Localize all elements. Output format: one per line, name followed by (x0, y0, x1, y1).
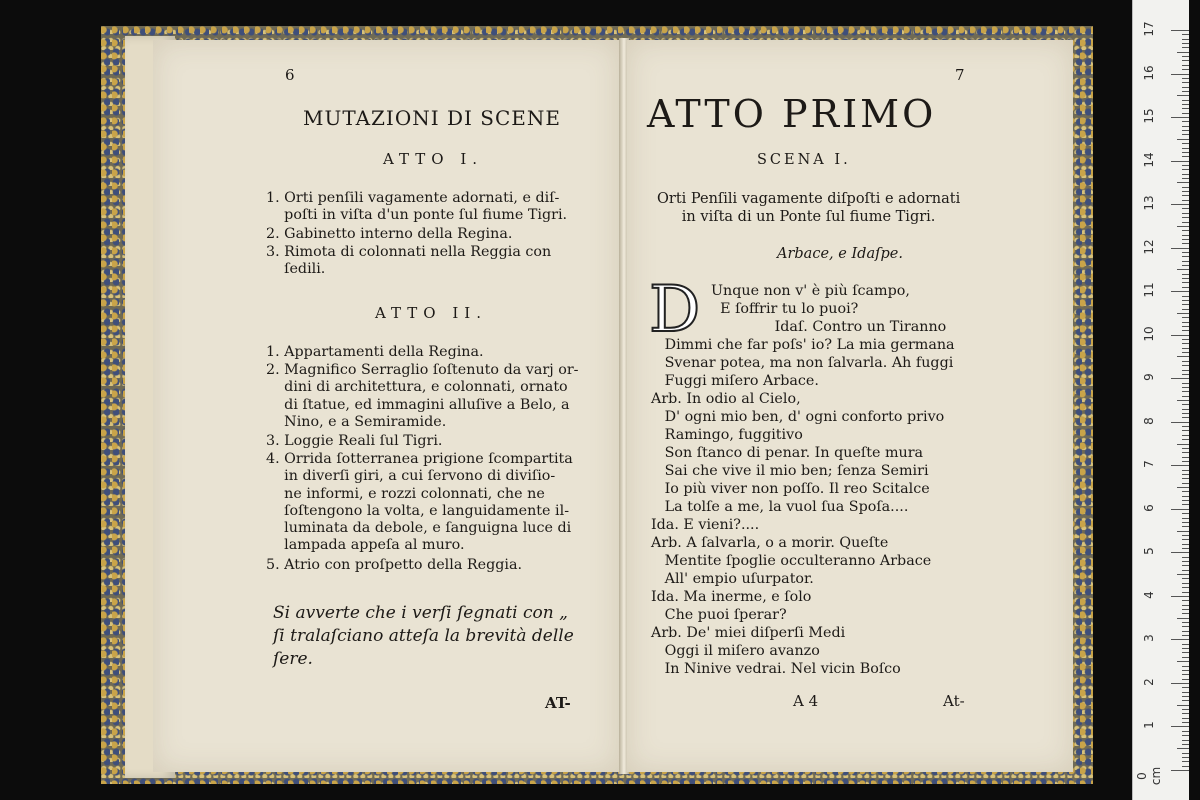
act1-item-3: 3. Rimota di colonnati nella Reggia con ſedili. (266, 244, 552, 278)
ruler-tick (1171, 248, 1189, 249)
ruler-minor-tick (1182, 700, 1189, 701)
ruler-minor-tick (1182, 274, 1189, 275)
ruler-minor-tick (1182, 600, 1189, 601)
ruler-minor-tick (1182, 235, 1189, 236)
ruler-minor-tick (1182, 187, 1189, 188)
ruler-minor-tick (1182, 330, 1189, 331)
ruler-label: 9 (1142, 373, 1156, 382)
page-number-left: 6 (285, 66, 295, 84)
ruler-label: 1 (1142, 721, 1156, 730)
ruler-minor-tick (1182, 518, 1189, 519)
ruler-minor-tick (1182, 230, 1189, 231)
ruler-minor-tick (1182, 39, 1189, 40)
ruler-minor-tick (1182, 282, 1189, 283)
ruler-label: 7 (1142, 460, 1156, 469)
page-number-right: 7 (955, 66, 965, 84)
ruler-label: 5 (1142, 547, 1156, 556)
ruler-minor-tick (1182, 126, 1189, 127)
ruler-minor-tick (1182, 317, 1189, 318)
ruler-label: 16 (1142, 64, 1156, 81)
ruler-minor-tick (1182, 740, 1189, 741)
ruler-minor-tick (1182, 565, 1189, 566)
ruler-minor-tick (1182, 674, 1189, 675)
ruler-minor-tick (1177, 356, 1189, 357)
ruler-minor-tick (1182, 374, 1189, 375)
ruler-minor-tick (1177, 618, 1189, 619)
ruler-minor-tick (1182, 631, 1189, 632)
ruler-minor-tick (1182, 34, 1189, 35)
dialogue-opening: Unque non v' è più ſcampo, E ſoffrir tu lo puoi? Idaſ. Contro un Tiranno (711, 283, 947, 335)
ruler-minor-tick (1182, 113, 1189, 114)
ruler-minor-tick (1182, 213, 1189, 214)
ruler-minor-tick (1182, 265, 1189, 266)
ruler-minor-tick (1182, 744, 1189, 745)
ruler-minor-tick (1182, 82, 1189, 83)
ruler-minor-tick (1182, 56, 1189, 57)
ruler-minor-tick (1182, 391, 1189, 392)
ruler-minor-tick (1182, 413, 1189, 414)
ruler-minor-tick (1182, 326, 1189, 327)
ruler-minor-tick (1182, 152, 1189, 153)
ruler-minor-tick (1182, 104, 1189, 105)
ruler-minor-tick (1182, 491, 1189, 492)
ruler-minor-tick (1182, 578, 1189, 579)
ruler-label: 10 (1142, 326, 1156, 342)
ruler-minor-tick (1182, 470, 1189, 471)
act2-item-2: 2. Magnifico Serraglio ſoſtenuto da varj or- dini di architettura, e colonnati, ornato di ſtatue, ed immagini alluſive a Belo, a Nino, e a Semiramide. (266, 362, 579, 430)
ruler-minor-tick (1182, 713, 1189, 714)
ruler-minor-tick (1182, 87, 1189, 88)
catchword-left: AT- (545, 694, 571, 712)
ruler-minor-tick (1177, 139, 1189, 140)
ruler-label: 2 (1142, 678, 1156, 686)
act1-heading: ATTO I. (383, 150, 484, 168)
scene-heading: SCENA I. (757, 152, 851, 168)
ruler-minor-tick (1177, 705, 1189, 706)
ruler-minor-tick (1182, 526, 1189, 527)
ruler-minor-tick (1182, 304, 1189, 305)
ruler-minor-tick (1182, 457, 1189, 458)
ruler-tick (1171, 422, 1189, 423)
act2-heading: ATTO II. (375, 304, 487, 322)
ruler-minor-tick (1182, 757, 1189, 758)
ruler-minor-tick (1182, 148, 1189, 149)
page-title-right: ATTO PRIMO (647, 92, 937, 136)
ruler-minor-tick (1182, 670, 1189, 671)
ruler-minor-tick (1182, 409, 1189, 410)
ruler-minor-tick (1182, 178, 1189, 179)
ruler-minor-tick (1182, 47, 1189, 48)
ruler-label: 8 (1142, 416, 1156, 425)
ruler-minor-tick (1182, 343, 1189, 344)
ruler-minor-tick (1182, 370, 1189, 371)
ruler-label: 12 (1142, 239, 1156, 255)
book-cover (101, 26, 1093, 784)
ruler-minor-tick (1182, 731, 1189, 732)
ruler-label: 6 (1142, 504, 1156, 512)
ruler-minor-tick (1182, 108, 1189, 109)
ruler-minor-tick (1182, 417, 1189, 418)
ruler-minor-tick (1182, 287, 1189, 288)
ruler-minor-tick (1182, 278, 1189, 279)
ruler-minor-tick (1182, 65, 1189, 66)
ruler-minor-tick (1182, 396, 1189, 397)
ruler-tick (1171, 204, 1189, 205)
ruler-minor-tick (1182, 478, 1189, 479)
ruler-tick (1171, 74, 1189, 75)
ruler-label: 11 (1142, 282, 1156, 298)
ruler-minor-tick (1182, 696, 1189, 697)
ruler-tick (1171, 726, 1189, 727)
ruler-tick (1171, 161, 1189, 162)
ruler-minor-tick (1182, 439, 1189, 440)
ruler-minor-tick (1182, 383, 1189, 384)
ruler-minor-tick (1182, 561, 1189, 562)
ruler-minor-tick (1182, 448, 1189, 449)
ruler-minor-tick (1182, 134, 1189, 135)
ruler-minor-tick (1182, 605, 1189, 606)
note-italic: Si avverte che i verſi ſegnati con „ ſi tralaſciano atteſa la brevità delle ſere. (273, 603, 574, 669)
ruler-label: 14 (1142, 151, 1156, 168)
ruler-minor-tick (1177, 444, 1189, 445)
ruler-minor-tick (1182, 191, 1189, 192)
ruler-tick (1171, 378, 1189, 379)
ruler-minor-tick (1182, 404, 1189, 405)
ruler-minor-tick (1182, 69, 1189, 70)
ruler-minor-tick (1182, 261, 1189, 262)
ruler-minor-tick (1182, 570, 1189, 571)
ruler-minor-tick (1182, 592, 1189, 593)
ruler-minor-tick (1182, 348, 1189, 349)
ruler-minor-tick (1182, 522, 1189, 523)
ruler-label: 3 (1142, 634, 1156, 643)
scene-characters: Arbace, e Idaſpe. (777, 246, 903, 262)
ruler-minor-tick (1182, 165, 1189, 166)
ruler-minor-tick (1182, 626, 1189, 627)
ruler-minor-tick (1182, 648, 1189, 649)
ruler-minor-tick (1182, 513, 1189, 514)
ruler-minor-tick (1182, 222, 1189, 223)
ruler-minor-tick (1177, 182, 1189, 183)
ruler-tick (1171, 683, 1189, 684)
ruler-minor-tick (1182, 91, 1189, 92)
act2-item-4: 4. Orrida ſotterranea prigione ſcompartita in diverſi giri, a cui ſervono di diviſio- ne informi, e rozzi colonnati, che ne ſoſtengono la volta, e languidamente il- luminata da debole, e ſanguigna luce di lampada appeſa al muro. (266, 451, 573, 554)
left-page (153, 40, 619, 772)
ruler-minor-tick (1182, 430, 1189, 431)
ruler-label: 17 (1142, 21, 1156, 37)
ruler-minor-tick (1182, 496, 1189, 497)
ruler-minor-tick (1182, 426, 1189, 427)
ruler-minor-tick (1182, 130, 1189, 131)
ruler-minor-tick (1182, 544, 1189, 545)
ruler-minor-tick (1182, 365, 1189, 366)
ruler-minor-tick (1182, 252, 1189, 253)
scene-setting: Orti Penſili vagamente diſpoſti e adornati in viſta di un Ponte ſul fiume Tigri. (657, 191, 961, 225)
ruler-tick (1171, 291, 1189, 292)
ruler-minor-tick (1182, 217, 1189, 218)
catchword-right: At- (943, 692, 965, 710)
ruler-minor-tick (1182, 43, 1189, 44)
ruler-minor-tick (1182, 644, 1189, 645)
ruler-minor-tick (1182, 452, 1189, 453)
ruler-minor-tick (1182, 461, 1189, 462)
ruler-minor-tick (1177, 748, 1189, 749)
ruler-tick (1171, 509, 1189, 510)
ruler-minor-tick (1182, 195, 1189, 196)
ruler-minor-tick (1182, 652, 1189, 653)
act2-item-5: 5. Atrio con proſpetto della Reggia. (266, 557, 523, 573)
ruler-minor-tick (1182, 753, 1189, 754)
ruler-minor-tick (1177, 400, 1189, 401)
ruler-minor-tick (1182, 208, 1189, 209)
ruler-minor-tick (1182, 666, 1189, 667)
ruler-minor-tick (1182, 200, 1189, 201)
ruler-minor-tick (1177, 487, 1189, 488)
ruler-label: 0 cm (1135, 766, 1163, 786)
ruler-tick (1171, 465, 1189, 466)
ruler-minor-tick (1182, 361, 1189, 362)
act1-item-1: 1. Orti penſili vagamente adornati, e diſ- poſti in viſta d'un ponte ſul fiume Tigri. (266, 190, 568, 224)
ruler-minor-tick (1182, 735, 1189, 736)
signature-mark: A 4 (793, 692, 819, 710)
ruler-minor-tick (1182, 539, 1189, 540)
ruler-minor-tick (1177, 52, 1189, 53)
ruler-tick (1171, 639, 1189, 640)
right-page (627, 40, 1073, 772)
ruler-minor-tick (1182, 78, 1189, 79)
ruler-minor-tick (1182, 243, 1189, 244)
act2-item-1: 1. Appartamenti della Regina. (266, 344, 484, 360)
ruler-minor-tick (1182, 583, 1189, 584)
ruler-tick (1171, 596, 1189, 597)
ruler-minor-tick (1182, 352, 1189, 353)
page-title-left: MUTAZIONI DI SCENE (303, 106, 561, 130)
ruler-minor-tick (1182, 679, 1189, 680)
ruler-tick (1171, 770, 1189, 771)
ruler-minor-tick (1182, 766, 1189, 767)
ruler-minor-tick (1182, 60, 1189, 61)
ruler-minor-tick (1182, 761, 1189, 762)
ruler-minor-tick (1182, 692, 1189, 693)
ruler-tick (1171, 30, 1189, 31)
ruler-minor-tick (1177, 226, 1189, 227)
ruler-minor-tick (1182, 635, 1189, 636)
ruler-minor-tick (1182, 613, 1189, 614)
ruler-tick (1171, 117, 1189, 118)
ruler-minor-tick (1182, 339, 1189, 340)
ruler-minor-tick (1177, 269, 1189, 270)
ruler-minor-tick (1182, 322, 1189, 323)
dialogue-body: Dimmi che far poſs' io? La mia germana Svenar potea, ma non ſalvarla. Ah fuggi Fuggi miſero Arbace. Arb. In odio al Cielo, D' ogni mio ben, d' ogni conforto privo Ramingo, fuggitivo Son ſtanco di penar. In queſte mura Sai che vive il mio ben; ſenza Semiri Io più viver non poſſo. Il reo Scitalce La tolſe a me, la vuol ſua Spoſa.... Ida. E vieni?.... Arb. A ſalvarla, o a morir. Queſte Mentite ſpoglie occulteranno Arbace All' empio uſurpator. Ida. Ma inerme, e ſolo Che puoi ſperar? Arb. De' miei diſperſi Medi Oggi il miſero avanzo In Ninive vedrai. Nel vicin Boſco (651, 337, 955, 677)
ruler-minor-tick (1182, 483, 1189, 484)
ruler-minor-tick (1177, 574, 1189, 575)
ruler-label: 4 (1142, 591, 1156, 599)
ruler-minor-tick (1182, 300, 1189, 301)
drop-cap: D (649, 273, 701, 347)
ruler-label: 13 (1142, 195, 1156, 211)
ruler-minor-tick (1182, 239, 1189, 240)
ruler-minor-tick (1177, 313, 1189, 314)
ruler-minor-tick (1182, 535, 1189, 536)
ruler-minor-tick (1177, 95, 1189, 96)
ruler-minor-tick (1182, 387, 1189, 388)
ruler-tick (1171, 552, 1189, 553)
ruler-minor-tick (1182, 121, 1189, 122)
ruler-minor-tick (1182, 156, 1189, 157)
ruler-minor-tick (1182, 622, 1189, 623)
ruler-label: 15 (1142, 108, 1156, 124)
act1-item-2: 2. Gabinetto interno della Regina. (266, 226, 513, 242)
ruler-minor-tick (1182, 169, 1189, 170)
ruler-minor-tick (1182, 174, 1189, 175)
ruler-minor-tick (1182, 100, 1189, 101)
ruler-minor-tick (1182, 296, 1189, 297)
ruler-minor-tick (1182, 143, 1189, 144)
ruler-tick (1171, 335, 1189, 336)
ruler-minor-tick (1177, 531, 1189, 532)
ruler-minor-tick (1182, 435, 1189, 436)
ruler-minor-tick (1182, 722, 1189, 723)
ruler-minor-tick (1182, 256, 1189, 257)
ruler-minor-tick (1182, 587, 1189, 588)
ruler-minor-tick (1182, 500, 1189, 501)
ruler-minor-tick (1182, 709, 1189, 710)
measuring-ruler (1132, 0, 1189, 800)
ruler-minor-tick (1182, 657, 1189, 658)
ruler-minor-tick (1182, 557, 1189, 558)
ruler-minor-tick (1182, 609, 1189, 610)
ruler-minor-tick (1182, 474, 1189, 475)
ruler-minor-tick (1177, 661, 1189, 662)
ruler-minor-tick (1182, 687, 1189, 688)
ruler-minor-tick (1182, 718, 1189, 719)
ruler-minor-tick (1182, 548, 1189, 549)
act2-item-3: 3. Loggie Reali ſul Tigri. (266, 433, 443, 449)
ruler-minor-tick (1182, 309, 1189, 310)
ruler-minor-tick (1182, 504, 1189, 505)
